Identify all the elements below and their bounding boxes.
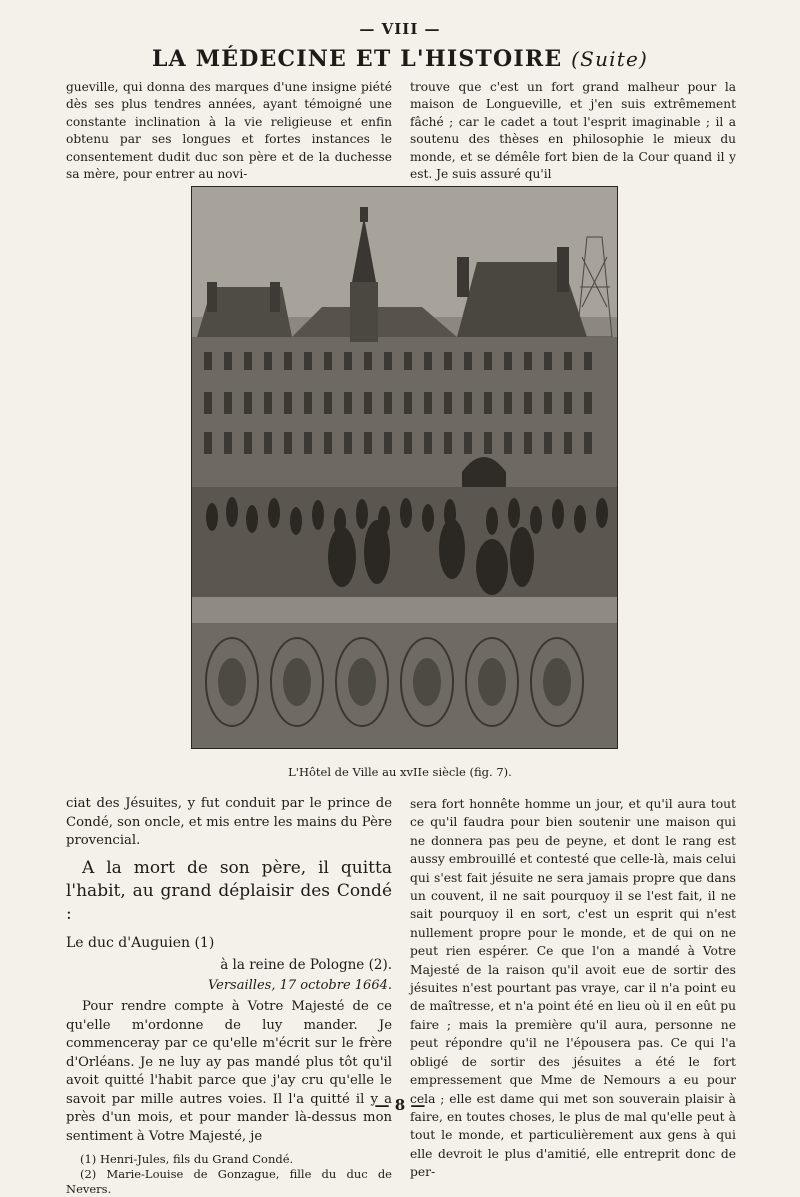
title-suffix: (Suite) (571, 47, 649, 71)
letter-body: Pour rendre compte à Votre Majesté de ce qu'elle m'ordonne de luy mander. Je commenceray par ce qu'elle m'écrit sur le frère d'Orléans. Je ne luy ay pas mandé plus tôt qu'il avoit quitté l'habit parce que j'ay cru qu'elle le savoit par mille autres voies. Il l'a quitté il y a près d'un mois, et pour mander là-dessus mon sentiment à Votre Majesté, je (66, 999, 392, 1144)
top-right-column (410, 79, 736, 183)
letter-recipient: à la reine de Pologne (2). (220, 957, 392, 973)
footnotes (66, 1152, 392, 1197)
footnote-2: (2) Marie-Louise de Gonzague, fille du duc de Nevers. (66, 1167, 392, 1196)
page-title (0, 46, 800, 72)
figure-caption: L'Hôtel de Ville au xvIIe siècle (fig. 7). (288, 765, 512, 779)
big-paragraph: A la mort de son père, il quitta l'habit, au grand déplaisir des Condé : (66, 857, 392, 924)
bottom-right-paragraph: sera fort honnête homme un jour, et qu'il aura tout ce qu'il faudra pour bien soutenir une maison qui ne donnera pas peu de peyne, et dont le rang est aussy embrouillé et contesté que celle-là, mais celui qui s'est fait jésuite ne sera jamais propre que dans un couvent, il ne sait pourquoy il se l'est fait, il ne sait pourquoy il en sort, c'est un esprit qui n'est nullement propre pour le monde, et de qui on ne peut rien espérer. Ce que l'on a mandé à Votre Majesté de la raison qu'il avoit eue de sortir des jésuites n'est pourtant pas vraye, car il n'a point eu de maîtresse, et n'a point été en lieu où il en eût pu faire ; mais la première qu'il aura, personne ne peut répondre qu'il ne l'épousera pas. Ce qui l'a obligé de sortir des jésuites a été le fort empressement que Mme de Nemours a eu pour cela ; elle est dame qui met son souverain plaisir à faire, en toutes choses, le plus de mal qu'elle peut à tout le monde, et particulièrement aux gens à qui elle devroit le plus d'amitié, elle entreprit donc de per- (410, 797, 736, 1180)
bottom-right-column (410, 795, 736, 1182)
letter-date: Versailles, 17 octobre 1664. (207, 977, 392, 993)
bottom-left-column (66, 795, 392, 1197)
page-number-top: — VIII — (359, 20, 441, 38)
engraving-illustration (192, 187, 617, 748)
hotel-de-ville-figure (191, 186, 618, 749)
letter-sender: Le duc d'Auguien (1) (66, 934, 215, 951)
page-number-bottom: — 8 — (374, 1096, 426, 1114)
footnote-1: (1) Henri-Jules, fils du Grand Condé. (80, 1152, 294, 1166)
title-text: LA MÉDECINE ET L'HISTOIRE (151, 46, 563, 72)
top-right-paragraph: trouve que c'est un fort grand malheur pour la maison de Longueville, et j'en suis extrêmement fâché ; car le cadet a tout l'esprit imaginable ; il a soutenu des thèses en philosophie le mieux du monde, et se démêle fort bien de la Cour quand il y est. Je suis assuré qu'il (410, 80, 736, 182)
top-left-column (66, 79, 392, 183)
intro-paragraph: ciat des Jésuites, y fut conduit par le prince de Condé, son oncle, et mis entre les mains du Père provencial. (66, 796, 392, 848)
top-left-paragraph: gueville, qui donna des marques d'une insigne piété dès ses plus tendres années, ayant témoigné une constante inclination à la vie religieuse et enfin obtenu par ses longues et fortes instances le consentement dudit duc son père et de la duchesse sa mère, pour entrer au novi- (66, 80, 392, 182)
